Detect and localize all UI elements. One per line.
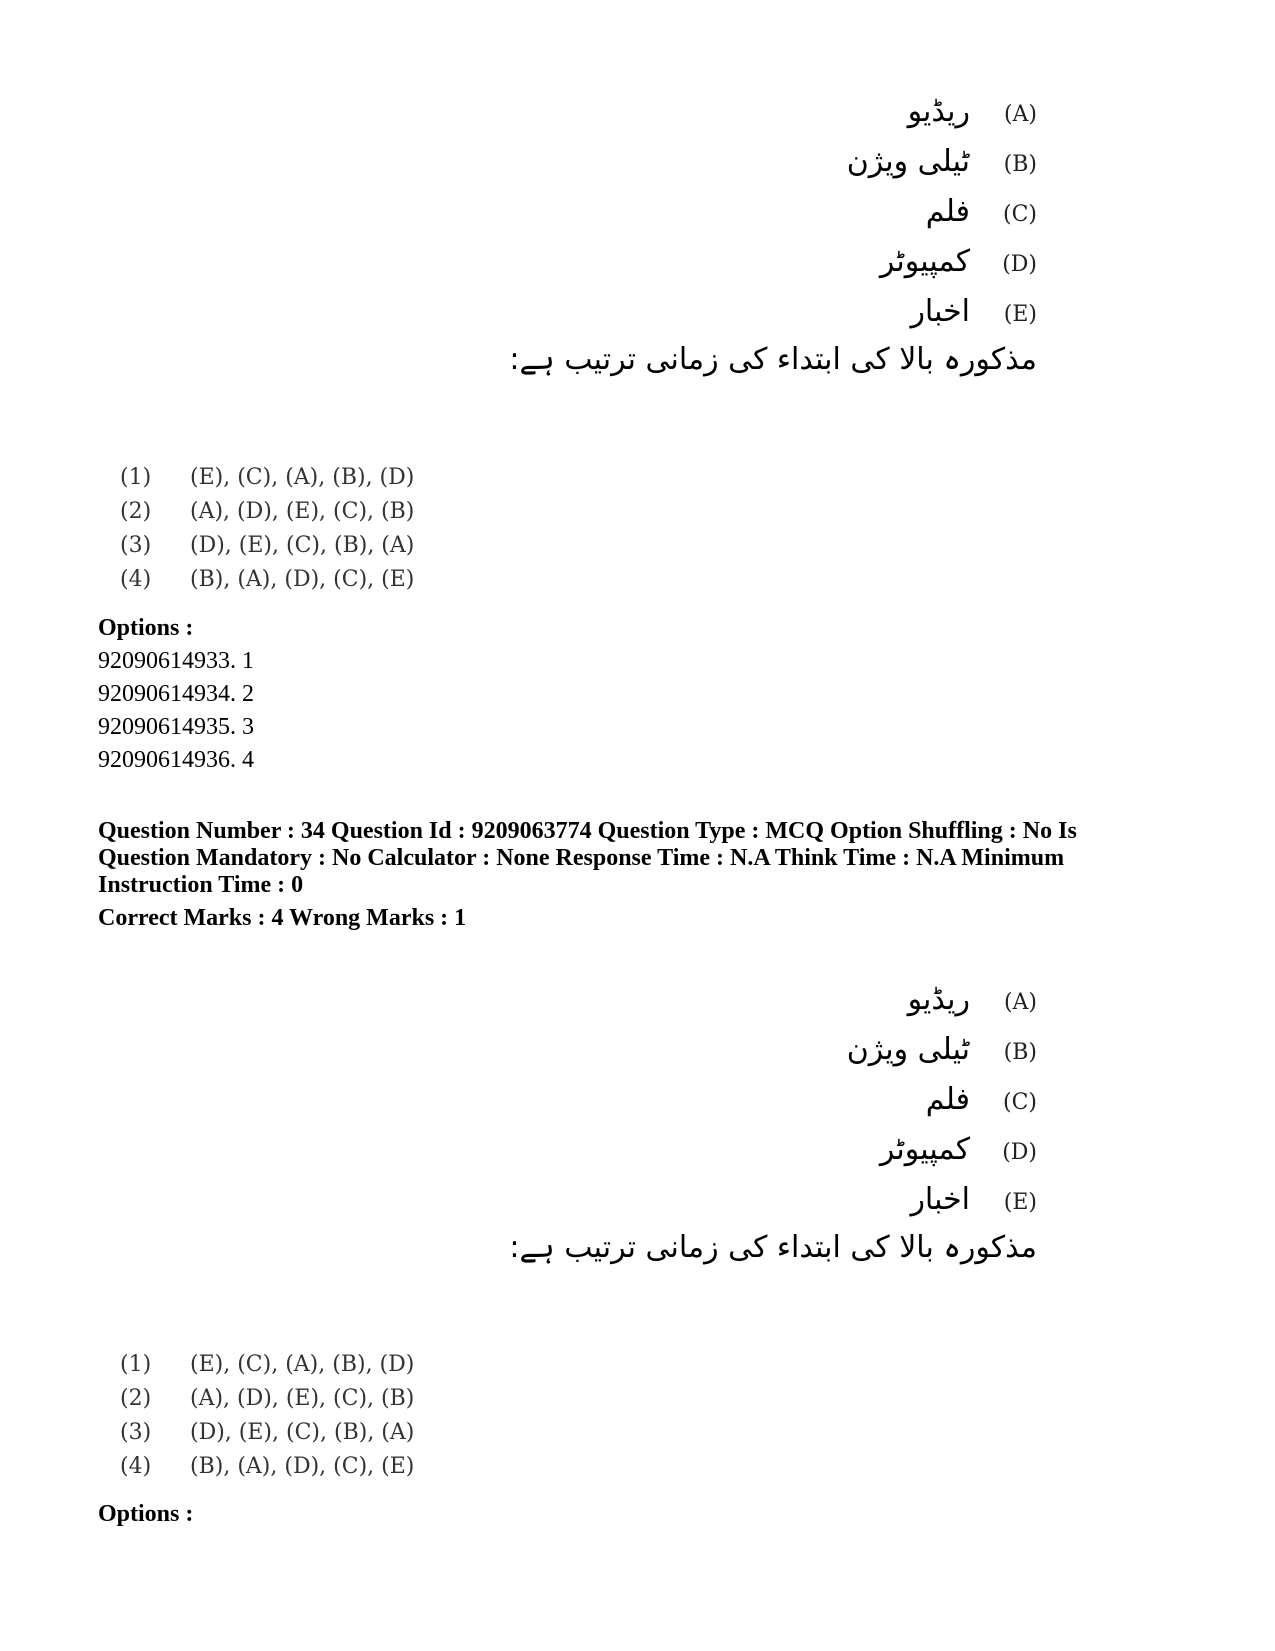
choice-number: (1) (120, 1352, 152, 1377)
urdu-item-text: ٹیلی ویژن (846, 1032, 970, 1067)
urdu-item-letter: (C) (1003, 1090, 1037, 1115)
urdu-items-block-2 (480, 980, 1050, 1270)
question-stem: مذکورہ بالا کی ابتداء کی زمانی ترتیب ہے: (509, 342, 1037, 377)
choice-number: (2) (120, 499, 152, 524)
answer-choices-1 (120, 465, 414, 601)
options-list-2 (98, 1498, 193, 1531)
urdu-item-letter: (A) (1003, 102, 1037, 127)
answer-choices-2 (120, 1352, 414, 1488)
question-meta: Question Number : 34 Question Id : 9209063774 Question Type : MCQ Option Shuffling : No Is Question Mandatory : No Calculator : None Response Time : N.A Think Time : N.A Minimum Instruction Time : 0 (98, 818, 1077, 898)
urdu-item-text: کمپیوٹر (879, 1132, 970, 1167)
urdu-item-letter: (E) (1003, 302, 1037, 327)
urdu-item-letter: (E) (1003, 1190, 1037, 1215)
answer-choice (120, 1352, 414, 1386)
choice-sequence: (B), (A), (D), (C), (E) (190, 1454, 415, 1479)
urdu-item-letter: (D) (1002, 252, 1037, 277)
urdu-item (480, 142, 1050, 192)
urdu-item-letter: (A) (1003, 990, 1037, 1015)
urdu-item-text: ریڈیو (907, 982, 970, 1017)
urdu-item-letter: (C) (1003, 202, 1037, 227)
answer-choice (120, 1420, 414, 1454)
answer-choice (120, 465, 414, 499)
answer-choice (120, 1454, 414, 1488)
choice-number: (1) (120, 465, 152, 490)
urdu-item-text: اخبار (910, 294, 970, 329)
options-heading: Options : (98, 615, 194, 641)
choice-number: (2) (120, 1386, 152, 1411)
urdu-item (480, 292, 1050, 342)
answer-choice (120, 1386, 414, 1420)
options-heading: Options : (98, 1501, 194, 1527)
urdu-items-block-1 (480, 92, 1050, 382)
choice-sequence: (A), (D), (E), (C), (B) (190, 1386, 415, 1411)
urdu-item (480, 92, 1050, 142)
choice-number: (3) (120, 1420, 152, 1445)
urdu-item (480, 242, 1050, 292)
question-marks: Correct Marks : 4 Wrong Marks : 1 (98, 905, 467, 931)
urdu-item (480, 1030, 1050, 1080)
urdu-item-text: کمپیوٹر (879, 244, 970, 279)
choice-sequence: (D), (E), (C), (B), (A) (190, 1420, 415, 1445)
choice-sequence: (D), (E), (C), (B), (A) (190, 533, 415, 558)
answer-choice (120, 533, 414, 567)
choice-number: (4) (120, 1454, 152, 1479)
answer-choice (120, 499, 414, 533)
choice-sequence: (E), (C), (A), (B), (D) (190, 465, 415, 490)
option-id: 92090614933. 1 (98, 648, 254, 674)
urdu-item (480, 192, 1050, 242)
urdu-item-text: ٹیلی ویژن (846, 144, 970, 179)
choice-number: (3) (120, 533, 152, 558)
urdu-item-letter: (D) (1002, 1140, 1037, 1165)
urdu-item-text: ریڈیو (907, 94, 970, 129)
choice-sequence: (E), (C), (A), (B), (D) (190, 1352, 415, 1377)
urdu-item-letter: (B) (1003, 1040, 1037, 1065)
urdu-item (480, 1130, 1050, 1180)
choice-number: (4) (120, 567, 152, 592)
choice-sequence: (A), (D), (E), (C), (B) (190, 499, 415, 524)
answer-choice (120, 567, 414, 601)
urdu-item-text: فلم (925, 1082, 970, 1117)
question-stem: مذکورہ بالا کی ابتداء کی زمانی ترتیب ہے: (509, 1230, 1037, 1265)
option-id: 92090614936. 4 (98, 747, 254, 773)
urdu-item-text: اخبار (910, 1182, 970, 1217)
option-id: 92090614935. 3 (98, 714, 254, 740)
choice-sequence: (B), (A), (D), (C), (E) (190, 567, 415, 592)
option-id: 92090614934. 2 (98, 681, 254, 707)
urdu-item (480, 1180, 1050, 1230)
urdu-item-letter: (B) (1003, 152, 1037, 177)
options-list-1 (98, 612, 254, 777)
urdu-item (480, 1080, 1050, 1130)
urdu-item (480, 980, 1050, 1030)
urdu-item-text: فلم (925, 194, 970, 229)
